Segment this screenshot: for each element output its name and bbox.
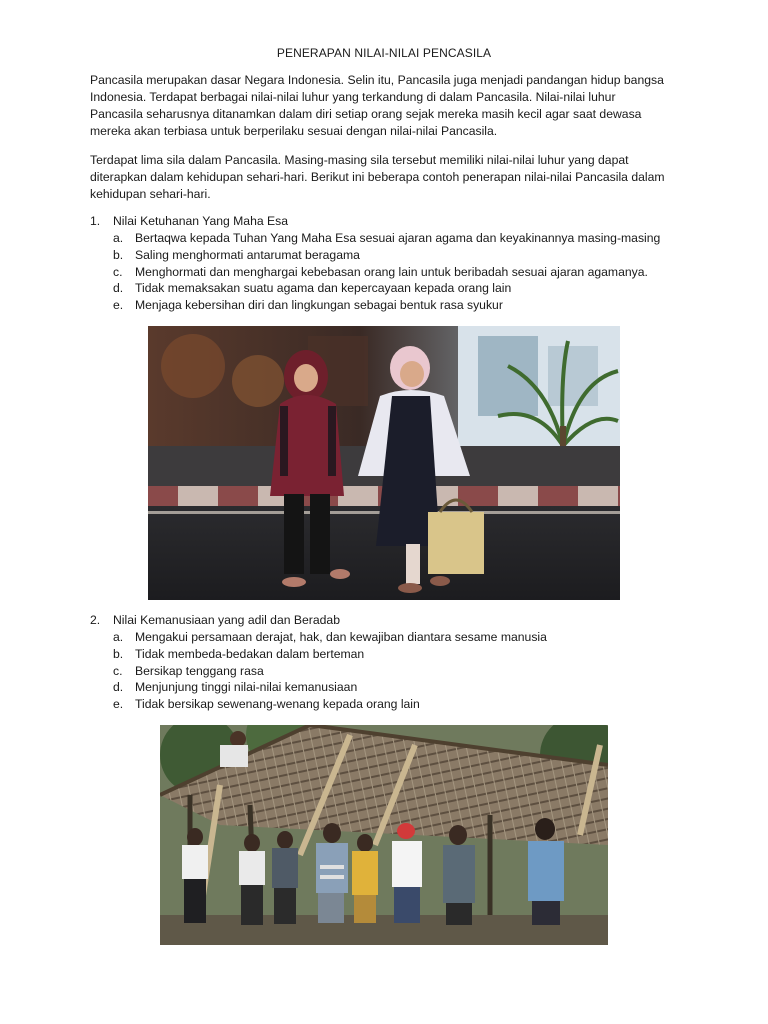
intro-paragraph-2: Terdapat lima sila dalam Pancasila. Masing-masing sila tersebut memiliki nilai-nilai luhur yang dapat diterapkan dalam kehidupan sehari-hari. Berikut ini beberapa contoh penerapan nilai-nilai Pancasila dalam kehidupan sehari-hari.	[90, 153, 665, 201]
list-item-text: Bertaqwa kepada Tuhan Yang Maha Esa sesuai ajaran agama dan keyakinannya masing-masing	[135, 231, 661, 245]
list-item	[90, 297, 690, 314]
section-heading: Nilai Kemanusiaan yang adil dan Beradab	[113, 613, 340, 627]
section-number: 1.	[90, 214, 101, 228]
section-heading: Nilai Ketuhanan Yang Maha Esa	[113, 214, 289, 228]
list-item-text: Tidak membeda-bedakan dalam berteman	[135, 646, 365, 661]
list-item-text: Tidak bersikap sewenang-wenang kepada orang lain	[135, 697, 420, 712]
list-item	[90, 679, 690, 696]
list-item	[90, 280, 690, 297]
list-item	[90, 264, 690, 281]
section-number: 2.	[90, 613, 101, 627]
list-item-text: Menjaga kebersihan diri dan lingkungan sebagai bentuk rasa syukur	[135, 298, 503, 313]
list-item-letter: a.	[113, 630, 124, 644]
list-item-letter: d.	[113, 281, 124, 296]
list-item-letter: c.	[113, 264, 123, 279]
list-item-letter: d.	[113, 680, 124, 695]
list-item-text: Mengakui persamaan derajat, hak, dan kewajiban diantara sesame manusia	[135, 630, 547, 644]
photo-women-walking	[148, 326, 620, 600]
list-item-text: Tidak memaksakan suatu agama dan kepercayaan kepada orang lain	[135, 281, 512, 296]
list-item-letter: e.	[113, 697, 124, 712]
list-item	[90, 696, 690, 713]
list-item-letter: c.	[113, 663, 123, 678]
section-ketuhanan	[90, 213, 690, 314]
photo-gotong-royong	[160, 725, 608, 945]
list-item-letter: b.	[113, 646, 124, 661]
list-item-letter: b.	[113, 247, 124, 262]
section-kemanusiaan	[90, 612, 690, 713]
list-item-letter: a.	[113, 231, 124, 245]
list-item-text: Menghormati dan menghargai kebebasan orang lain untuk beribadah sesuai ajaran agamanya.	[135, 264, 648, 279]
intro-paragraph-1: Pancasila merupakan dasar Negara Indonesia. Selin itu, Pancasila juga menjadi pandangan hidup bangsa Indonesia. Terdapat berbagai nilai-nilai luhur yang terkandung di dalam Pancasila. Nilai-nilai luhur Pancasila seharusnya ditanamkan dalam diri setiap orang sejak mereka masih kecil agar saat dewasa mereka akan terbiasa untuk berperilaku sesuai dengan nilai-nilai Pancasila.	[90, 73, 664, 138]
list-item-text: Saling menghormati antarumat beragama	[135, 247, 360, 262]
list-item-text: Bersikap tenggang rasa	[135, 663, 264, 678]
document-title: PENERAPAN NILAI-NILAI PENCASILA	[276, 46, 492, 60]
list-item	[90, 646, 690, 663]
list-item-text: Menjunjung tinggi nilai-nilai kemanusiaan	[135, 680, 358, 695]
list-item	[90, 629, 690, 646]
list-item	[90, 663, 690, 680]
list-item-letter: e.	[113, 298, 124, 313]
list-item	[90, 230, 690, 247]
list-item	[90, 247, 690, 264]
